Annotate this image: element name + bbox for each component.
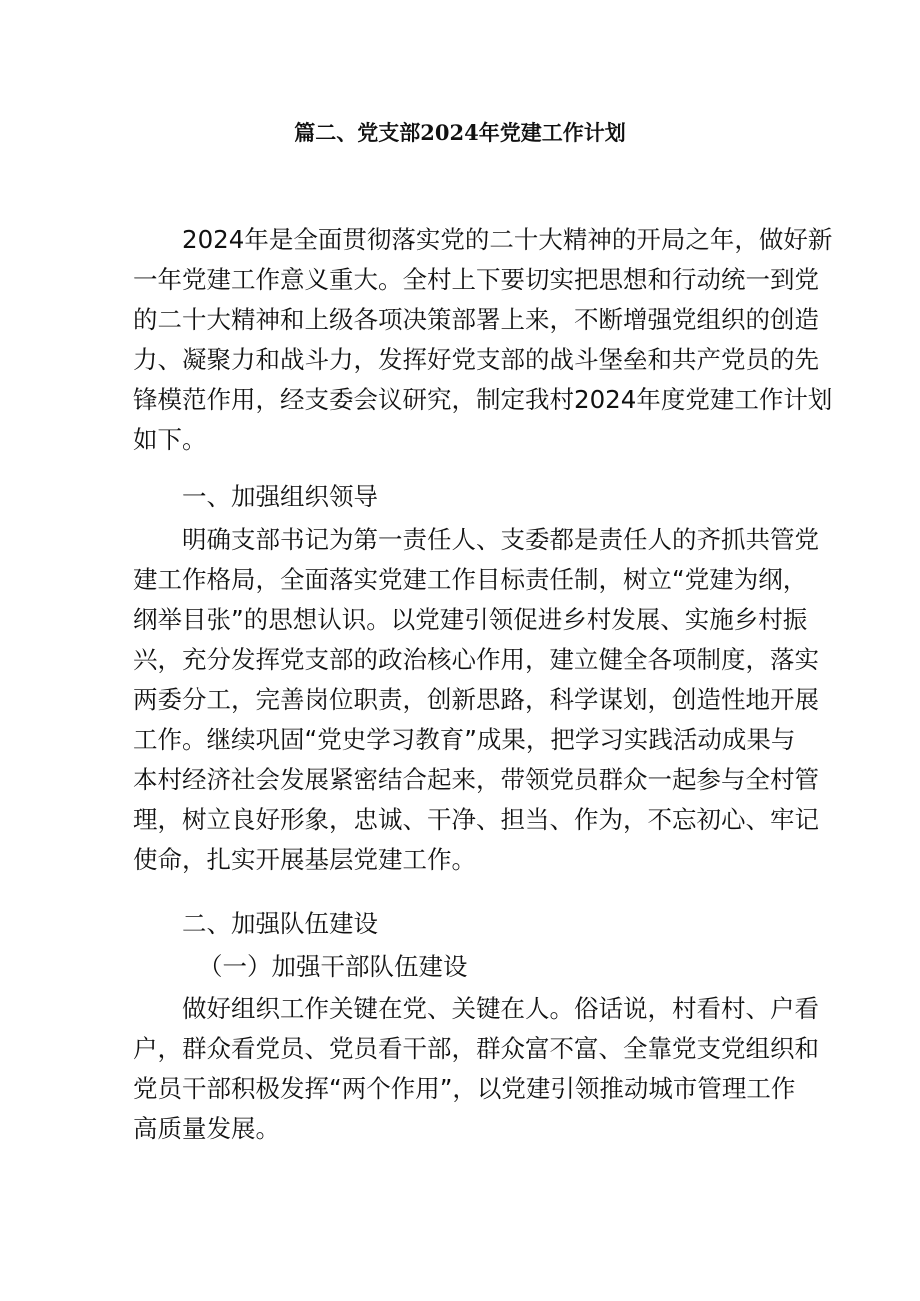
intro-line: 锋模范作用，经支委会议研究，制定我村2024年度党建工作计划 [133, 385, 833, 414]
section-1-line: 本村经济社会发展紧密结合起来，带领党员群众一起参与全村管 [133, 765, 819, 794]
section-1-line: 明确支部书记为第一责任人、支委都是责任人的齐抓共管党 [182, 525, 819, 554]
section-heading: 二、加强队伍建设 [182, 909, 378, 938]
section-1-line: 兴，充分发挥党支部的政治核心作用，建立健全各项制度，落实 [133, 645, 819, 674]
section-1-line: 理，树立良好形象，忠诚、干净、担当、作为，不忘初心、牢记 [133, 805, 819, 834]
subsection-2-1-line: 户，群众看党员、党员看干部，群众富不富、全靠党支党组织和 [133, 1034, 819, 1063]
intro-line: 如下。 [133, 425, 207, 454]
intro-line: 一年党建工作意义重大。全村上下要切实把思想和行动统一到党 [133, 265, 819, 294]
intro-line: 2024年是全面贯彻落实党的二十大精神的开局之年，做好新 [182, 225, 833, 254]
section-1-line: 两委分工，完善岗位职责，创新思路，科学谋划，创造性地开展 [133, 685, 819, 714]
section-1-line: 纲举目张”的思想认识。以党建引领促进乡村发展、实施乡村振 [133, 605, 808, 634]
intro-line: 的二十大精神和上级各项决策部署上来，不断增强党组织的创造 [133, 305, 819, 334]
section-1-line: 建工作格局，全面落实党建工作目标责任制，树立“党建为纲， [133, 565, 808, 594]
section-1-line: 工作。继续巩固“党史学习教育”成果，把学习实践活动成果与 [133, 725, 796, 754]
section-heading: 一、加强组织领导 [182, 482, 378, 511]
document-title: 篇二、党支部2024年党建工作计划 [294, 120, 626, 145]
intro-line: 力、凝聚力和战斗力，发挥好党支部的战斗堡垒和共产党员的先 [133, 345, 819, 374]
subsection-2-1-line: 高质量发展。 [133, 1114, 280, 1143]
subsection-heading: （一）加强干部队伍建设 [198, 952, 468, 981]
subsection-2-1-line: 党员干部积极发挥“两个作用”，以党建引领推动城市管理工作 [133, 1074, 796, 1103]
section-1-line: 使命，扎实开展基层党建工作。 [133, 845, 476, 874]
subsection-2-1-line: 做好组织工作关键在党、关键在人。俗话说，村看村、户看 [182, 994, 819, 1023]
